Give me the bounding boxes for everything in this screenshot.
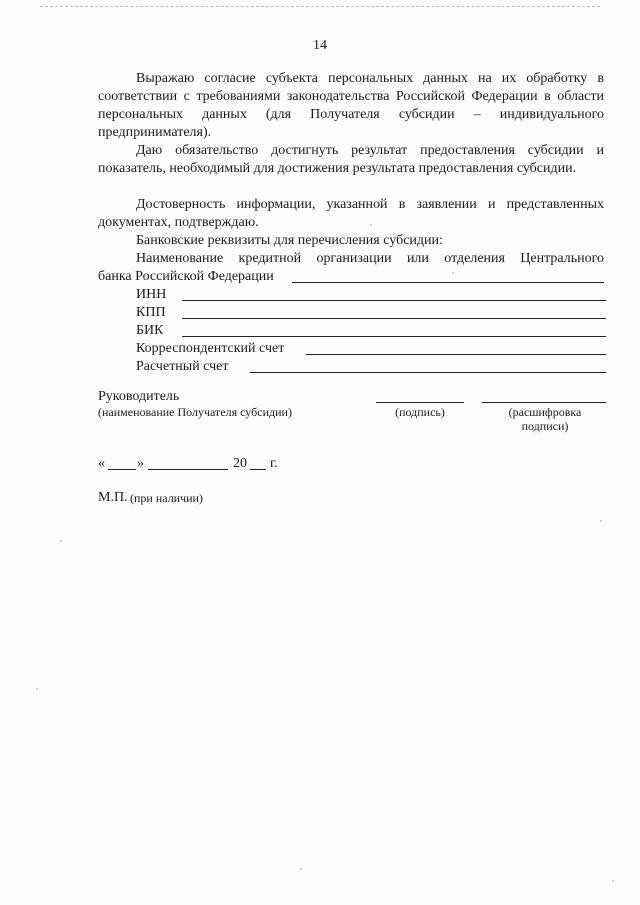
scan-edge-artifact xyxy=(40,6,600,8)
decode-caption-line2: подписи) xyxy=(521,419,569,433)
corr-account-label: Корреспондентский счет xyxy=(136,341,285,356)
bank-name-label-line2: банка Российской Федерации xyxy=(98,269,274,284)
stamp-label: М.П. xyxy=(98,490,128,505)
signature-field[interactable] xyxy=(376,402,464,403)
scan-speck xyxy=(600,520,602,522)
date-year-prefix: 20 xyxy=(233,456,247,471)
page-number: 14 xyxy=(313,38,327,53)
settlement-account-label: Расчетный счет xyxy=(136,359,229,374)
scan-speck xyxy=(612,880,614,882)
decode-caption-line1: (расшифровка xyxy=(508,405,582,419)
inn-field[interactable] xyxy=(182,300,606,301)
bank-details-heading: Банковские реквизиты для перечисления субсидии: xyxy=(136,233,443,248)
settlement-account-field[interactable] xyxy=(250,372,606,373)
consent-paragraph: Выражаю согласие субъекта персональных данных на их обработку в соответствии с требованиями законодательства Российской Федерации в области персональных данных (для Получателя субсидии – индивидуального предпринимателя). xyxy=(98,71,604,140)
kpp-label: КПП xyxy=(136,305,166,320)
bank-name-field[interactable] xyxy=(292,282,604,283)
signature-decode-field[interactable] xyxy=(482,402,606,403)
bik-field[interactable] xyxy=(182,336,606,337)
corr-account-field[interactable] xyxy=(306,354,606,355)
scan-speck xyxy=(300,868,302,870)
inn-label: ИНН xyxy=(136,287,167,302)
kpp-field[interactable] xyxy=(182,318,606,319)
date-open-quote: « xyxy=(98,456,105,471)
scan-speck xyxy=(370,224,372,226)
bik-label: БИК xyxy=(136,323,164,338)
accuracy-paragraph: Достоверность информации, указанной в заявлении и представленных документах, подтверждаю. xyxy=(98,197,604,230)
head-label: Руководитель xyxy=(98,389,180,404)
signature-caption: (подпись) xyxy=(395,405,445,419)
date-close-quote: » xyxy=(137,456,144,471)
stamp-note: (при наличии) xyxy=(130,491,203,505)
head-caption: (наименование Получателя субсидии) xyxy=(98,405,292,419)
date-month-field[interactable] xyxy=(148,469,228,470)
scan-speck xyxy=(452,272,454,274)
bank-name-label-line1: Наименование кредитной организации или отделения Центрального xyxy=(136,251,604,266)
date-day-field[interactable] xyxy=(108,469,136,470)
scan-speck xyxy=(60,540,62,542)
date-year-suffix: г. xyxy=(270,456,278,471)
scan-speck xyxy=(36,688,38,690)
date-year-field[interactable] xyxy=(250,469,266,470)
obligation-paragraph: Даю обязательство достигнуть результат предоставления субсидии и показатель, необходимый для достижения результата предоставления субсидии. xyxy=(98,143,604,176)
